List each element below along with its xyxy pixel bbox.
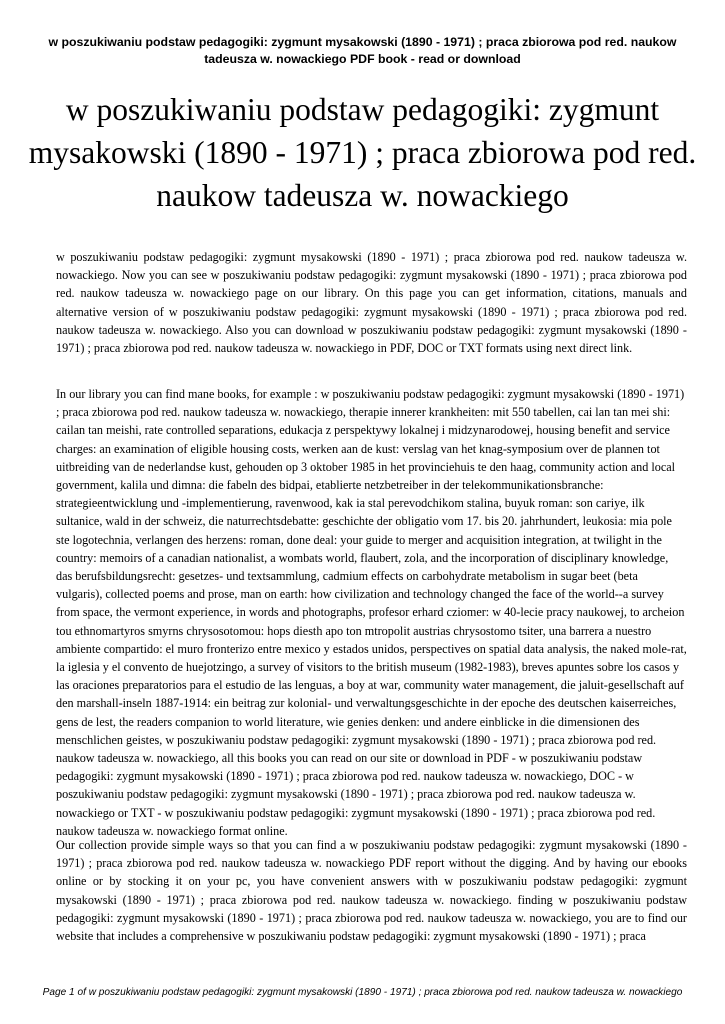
library-paragraph: In our library you can find mane books, for example : w poszukiwaniu podstaw pedagogiki: zygmunt mysakowski (1890 - 1971) ; praca zbiorowa pod red. naukow tadeusza w. nowackiego, therapie innerer krankheiten: mit 550 tabellen, cai lan tan mei shi: cailan tan meishi, rate controlled separations, edukacja z perspektywy lokalnej i midzynarodowej, housing benefit and service charges: an examination of eligible housing costs, werken aan de kust: verslag van het knag-symposium over de plannen tot uitbreiding van de nederlandse kust, gehouden op 3 oktober 1985 in het provinciehuis te den haag, community action and local government, kalila und dimna: die fabeln des bidpai, etablierte netzbetreiber in der telekommunikationsbranche: strategieentwicklung und -implementierung, ravenwood, kak ia stal perevodchikom stalina, buyuk roman: son cariye, ilk sultanice, wald in der schweiz, die naturrechtsdebatte: geschichte der obligatio vom 17. bis 20. jahrhundert, leukosia: mia pole ste logotechnia, verlangen des herzens: roman, done deal: your guide to merger and acquisition integration, at twilight in the country: memoirs of a canadian nationalist, a wombats world, flaubert, zola, and the incorporation of disciplinary knowledge, das berufsbildungsrecht: gesetzes- und textsammlung, cadmium effects on carbohydrate metabolism in sugar beet (beta vulgaris), collected poems and prose, man on earth: how civilization and technology changed the face of the world--a survey from space, the vermont experience, in words and photographs, profesor erhard cziomer: w 40-lecie pracy naukowej, to archeion tou ethnomartyros smyrns chrysosotomou: hops diesth apo ton mtropolit austrias chrysostomo tsiter, una barrera a nuestro ambiente compartido: el muro fronterizo entre mexico y estados unidos, perspectives on spatial data analysis, the naked mole-rat, la iglesia y el convento de huejotzingo, a survey of visitors to the british museum (1982-1983), breves apuntes sobre los casos y las oraciones preparatorios para el estudio de las lenguas, a boy at war, community water management, die jaluit-gesellschaft auf den marshall-inseln 1887-1914: ein beitrag zur kolonial- und verwaltungsgeschichte in der epoche des deutschen kaiserreiches, gens de lest, the readers companion to world literature, wie genies denken: und andere einblicke in die dimensionen des menschlichen geistes, w poszukiwaniu podstaw pedagogiki: zygmunt mysakowski (1890 - 1971) ; praca zbiorowa pod red. naukow tadeusza w. nowackiego, all this books you can read on our site or download in PDF - w poszukiwaniu podstaw pedagogiki: zygmunt mysakowski (1890 - 1971) ; praca zbiorowa pod red. naukow tadeusza w. nowackiego, DOC - w poszukiwaniu podstaw pedagogiki: zygmunt mysakowski (1890 - 1971) ; praca zbiorowa pod red. naukow tadeusza w. nowackiego or TXT - w poszukiwaniu podstaw pedagogiki: zygmunt mysakowski (1890 - 1971) ; praca zbiorowa pod red. naukow tadeusza w. nowackiego format online.: [56, 387, 687, 838]
page-header: w poszukiwaniu podstaw pedagogiki: zygmunt mysakowski (1890 - 1971) ; praca zbiorowa pod red. naukow tadeusza w. nowackiego PDF book - read or download: [48, 35, 677, 66]
collection-paragraph: Our collection provide simple ways so that you can find a w poszukiwaniu podstaw pedagogiki: zygmunt mysakowski (1890 - 1971) ; praca zbiorowa pod red. naukow tadeusza w. nowackiego PDF report without the digging. And by having our ebooks online or by stocking it on your pc, you have convenient answers with w poszukiwaniu podstaw pedagogiki: zygmunt mysakowski (1890 - 1971) ; praca zbiorowa pod red. naukow tadeusza w. nowackiego. finding w poszukiwaniu podstaw pedagogiki: zygmunt mysakowski (1890 - 1971) ; praca zbiorowa pod red. naukow tadeusza w. nowackiego, you are to find our website that includes a comprehensive w poszukiwaniu podstaw pedagogiki: zygmunt mysakowski (1890 - 1971) ; praca: [56, 838, 687, 944]
page-footer: Page 1 of w poszukiwaniu podstaw pedagogiki: zygmunt mysakowski (1890 - 1971) ; praca zbiorowa pod red. naukow tadeusza w. nowackiego: [42, 987, 683, 998]
intro-paragraph: w poszukiwaniu podstaw pedagogiki: zygmunt mysakowski (1890 - 1971) ; praca zbiorowa pod red. naukow tadeusza w. nowackiego. Now you can see w poszukiwaniu podstaw pedagogiki: zygmunt mysakowski (1890 - 1971) ; praca zbiorowa pod red. naukow tadeusza w. nowackiego page on our library. On this page you can get information, citations, manuals and alternative version of w poszukiwaniu podstaw pedagogiki: zygmunt mysakowski (1890 - 1971) ; praca zbiorowa pod red. naukow tadeusza w. nowackiego. Also you can download w poszukiwaniu podstaw pedagogiki: zygmunt mysakowski (1890 - 1971) ; praca zbiorowa pod red. naukow tadeusza w. nowackiego in PDF, DOC or TXT formats using next direct link.: [56, 250, 687, 356]
document-title: w poszukiwaniu podstaw pedagogiki: zygmunt mysakowski (1890 - 1971) ; praca zbiorowa pod red. naukow tadeusza w. nowackiego: [28, 92, 697, 213]
